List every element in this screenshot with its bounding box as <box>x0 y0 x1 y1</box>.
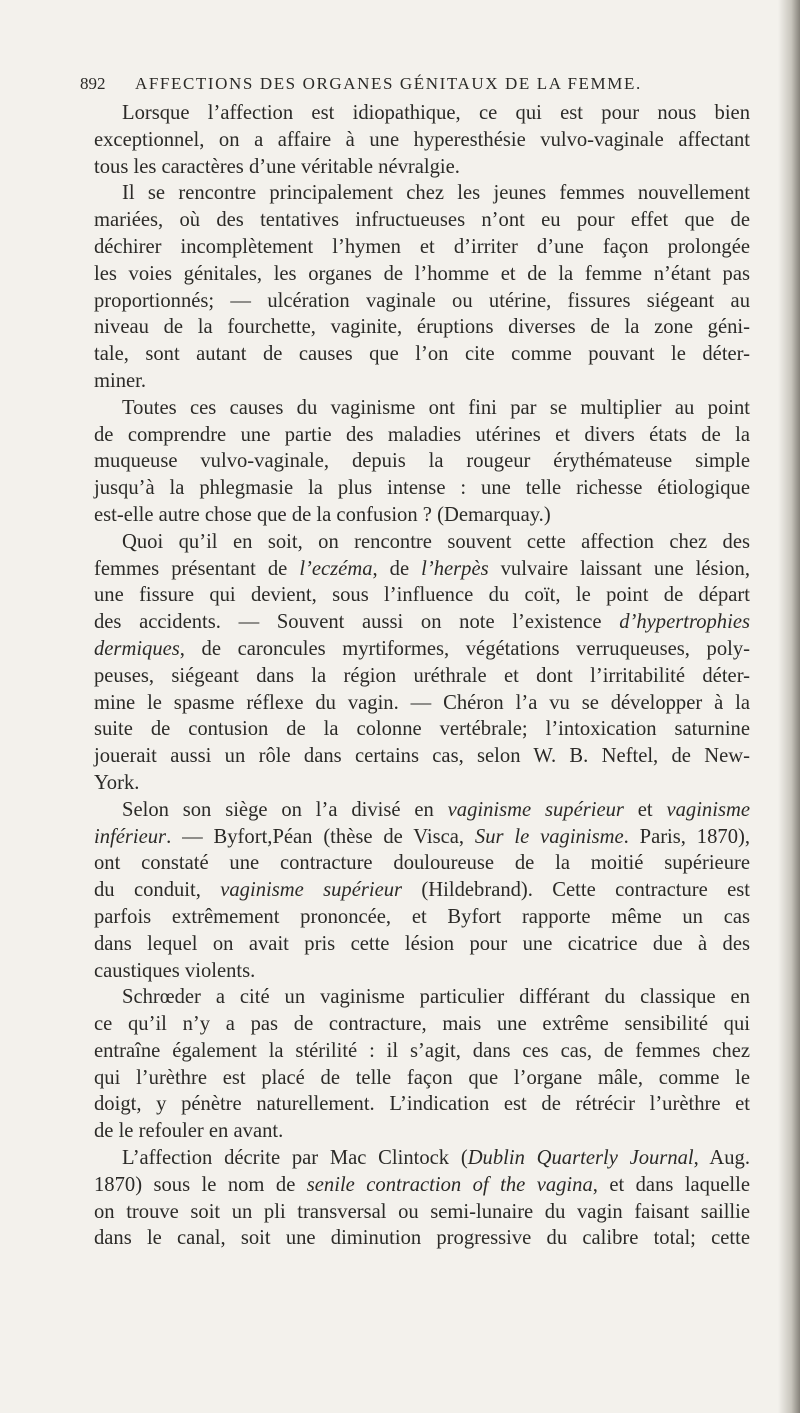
page-header <box>80 74 750 94</box>
text-line: exceptionnel, on a affaire à une hyperesthésie vulvo-vaginale affectant <box>94 128 750 151</box>
text-line: L’affection décrite par Mac Clintock (Dublin Quarterly Journal, Aug. <box>122 1147 750 1170</box>
text-line: York. <box>94 771 140 794</box>
page-edge-shadow <box>778 0 800 1413</box>
text-line: on trouve soit un pli transversal ou semi-lunaire du vagin faisant saillie <box>94 1200 750 1223</box>
text-line: une fissure qui devient, sous l’influence du coït, le point de départ <box>94 584 750 607</box>
text-line: suite de contusion de la colonne vertébrale; l’intoxication saturnine <box>94 718 750 741</box>
text-line: dans le canal, soit une diminution progressive du calibre total; cette <box>94 1227 750 1250</box>
text-line: peuses, siégeant dans la région uréthrale et dont l’irritabilité déter- <box>94 664 750 687</box>
text-line: dermiques, de caroncules myrtiformes, végétations verruqueuses, poly- <box>94 637 750 660</box>
text-line: caustiques violents. <box>94 959 256 982</box>
paragraph <box>94 1145 750 1252</box>
page-number: 892 <box>80 74 106 93</box>
text-line: Toutes ces causes du vaginisme ont fini par se multiplier au point <box>122 396 750 419</box>
text-line: ce qu’il n’y a pas de contracture, mais une extrême sensibilité qui <box>94 1013 750 1036</box>
text-line: les voies génitales, les organes de l’homme et de la femme n’étant pas <box>94 262 750 285</box>
text-line: femmes présentant de l’eczéma, de l’herpès vulvaire laissant une lésion, <box>94 557 750 580</box>
text-line: tous les caractères d’une véritable névralgie. <box>94 155 460 178</box>
text-line: Il se rencontre principalement chez les jeunes femmes nouvellement <box>122 182 750 205</box>
text-line: inférieur. — Byfort,Péan (thèse de Visca, Sur le vaginisme. Paris, 1870), <box>94 825 750 848</box>
text-line: de comprendre une partie des maladies utérines et divers états de la <box>94 423 750 446</box>
running-title: AFFECTIONS DES ORGANES GÉNITAUX DE LA FEMME. <box>135 74 642 93</box>
text-line: du conduit, vaginisme supérieur (Hildebrand). Cette contracture est <box>94 879 750 902</box>
text-line: niveau de la fourchette, vaginite, éruptions diverses de la zone géni- <box>94 316 750 339</box>
text-line: doigt, y pénètre naturellement. L’indication est de rétrécir l’urèthre et <box>94 1093 750 1116</box>
paragraph <box>94 984 750 1145</box>
text-line: Quoi qu’il en soit, on rencontre souvent cette affection chez des <box>122 530 750 553</box>
text-line: Selon son siège on l’a divisé en vaginisme supérieur et vaginisme <box>122 798 750 821</box>
text-line: jusqu’à la phlegmasie la plus intense : une telle richesse étiologique <box>94 477 750 500</box>
paragraph <box>94 529 750 797</box>
text-line: muqueuse vulvo-vaginale, depuis la rougeur érythémateuse simple <box>94 450 750 473</box>
text-line: tale, sont autant de causes que l’on cite comme pouvant le déter- <box>94 343 750 366</box>
text-line: Schrœder a cité un vaginisme particulier différant du classique en <box>122 986 750 1009</box>
text-line: entraîne également la stérilité : il s’agit, dans ces cas, de femmes chez <box>94 1039 750 1062</box>
paragraph <box>94 180 750 394</box>
paragraph <box>94 395 750 529</box>
paragraph <box>94 100 750 180</box>
text-line: Lorsque l’affection est idiopathique, ce qui est pour nous bien <box>122 102 750 124</box>
text-line: mine le spasme réflexe du vagin. — Chéron l’a vu se développer à la <box>94 691 750 714</box>
text-line: des accidents. — Souvent aussi on note l’existence d’hypertrophies <box>94 611 750 634</box>
text-line: déchirer incomplètement l’hymen et d’irriter d’une façon prolongée <box>94 235 750 258</box>
text-line: mariées, où des tentatives infructueuses n’ont eu pour effet que de <box>94 209 750 232</box>
text-line: de le refouler en avant. <box>94 1120 284 1143</box>
text-line: jouerait aussi un rôle dans certains cas, selon W. B. Neftel, de New- <box>94 745 750 768</box>
text-line: miner. <box>94 369 147 392</box>
text-line: proportionnés; — ulcération vaginale ou utérine, fissures siégeant au <box>94 289 750 312</box>
text-line: 1870) sous le nom de senile contraction of the vagina, et dans laquelle <box>94 1173 751 1196</box>
text-line: qui l’urèthre est placé de telle façon que l’organe mâle, comme le <box>94 1066 750 1089</box>
paragraph <box>94 797 750 985</box>
text-line: est-elle autre chose que de la confusion ? (Demarquay.) <box>94 503 551 526</box>
text-line: parfois extrêmement prononcée, et Byfort rapporte même un cas <box>94 905 750 928</box>
text-line: ont constaté une contracture douloureuse de la moitié supérieure <box>94 852 750 875</box>
body-text <box>94 100 750 1252</box>
text-line: dans lequel on avait pris cette lésion pour une cicatrice due à des <box>94 932 750 955</box>
